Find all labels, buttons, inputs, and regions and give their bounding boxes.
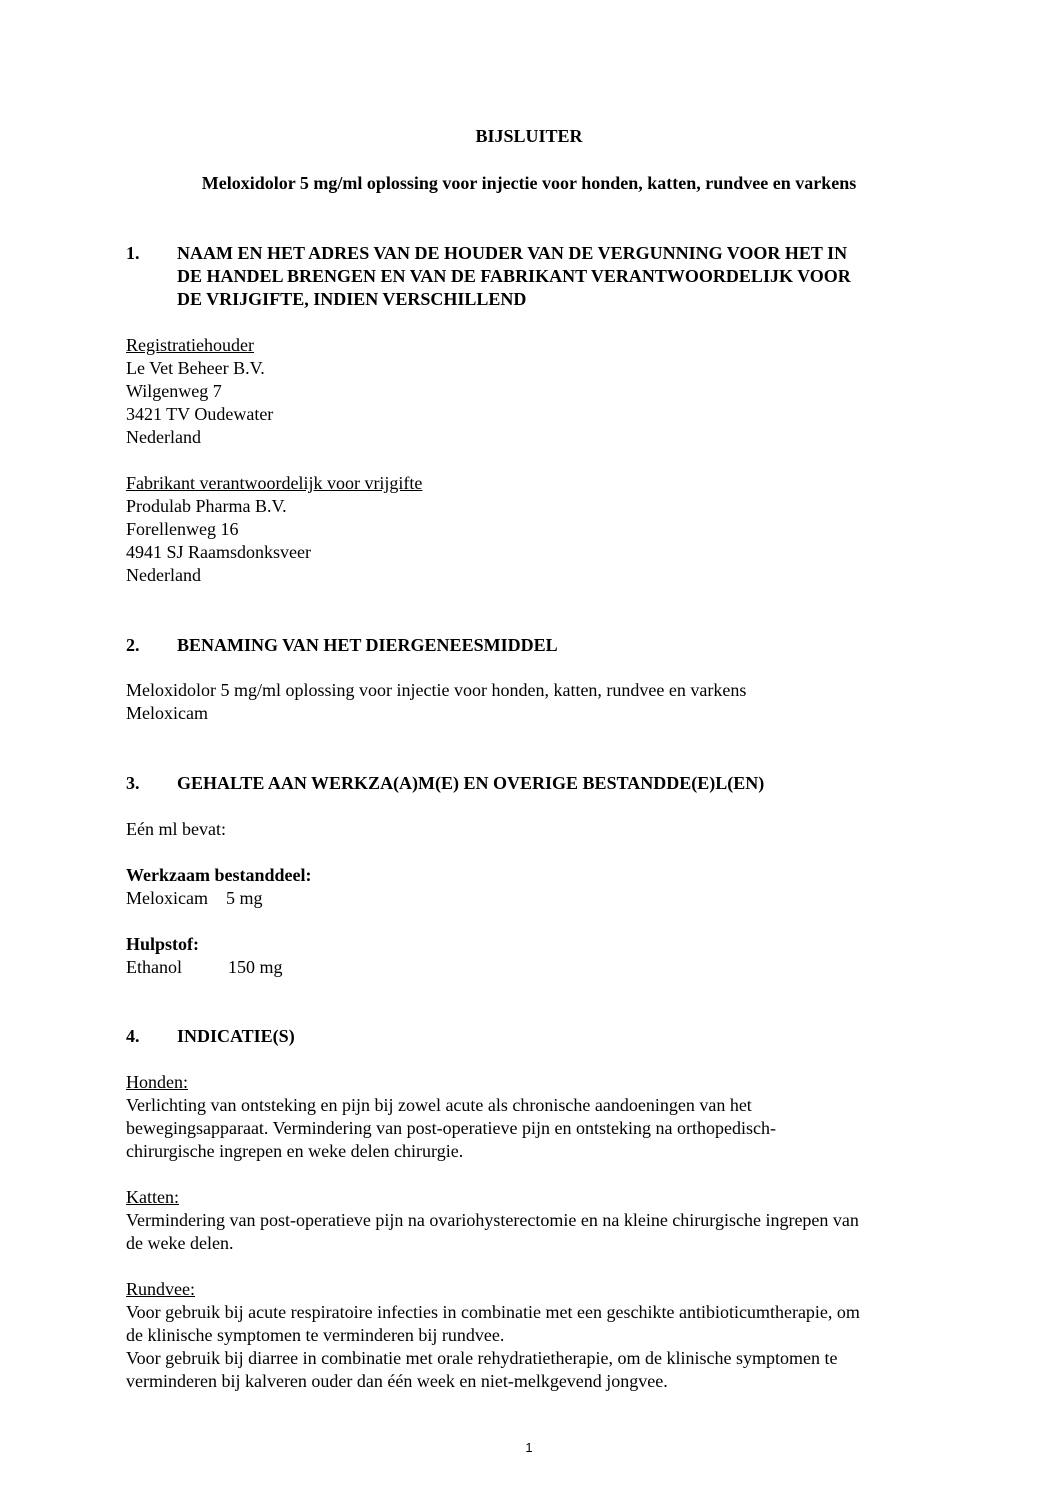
page-number: 1 <box>525 1440 533 1455</box>
cattle-label: Rundvee: <box>126 1279 195 1299</box>
excipient-amount: 150 mg <box>228 957 283 977</box>
dogs-line: chirurgische ingrepen en weke delen chirurgie. <box>126 1141 464 1161</box>
holder-line: 3421 TV Oudewater <box>126 404 274 424</box>
excipient-label: Hulpstof: <box>126 934 200 954</box>
cattle-line: Voor gebruik bij acute respiratoire infecties in combinatie met een geschikte antibioticumtherapie, om <box>126 1302 860 1322</box>
active-substance-label: Werkzaam bestanddeel: <box>126 865 312 885</box>
section-4-number: 4. <box>126 1026 140 1046</box>
section-2-line: Meloxicam <box>126 703 208 723</box>
holder-line: Wilgenweg 7 <box>126 381 222 401</box>
section-1-title-line-3: DE VRIJGIFTE, INDIEN VERSCHILLEND <box>177 289 527 309</box>
cats-line: de weke delen. <box>126 1233 234 1253</box>
section-2-title: BENAMING VAN HET DIERGENEESMIDDEL <box>177 635 558 655</box>
section-1-title-line-2: DE HANDEL BRENGEN EN VAN DE FABRIKANT VERANTWOORDELIJK VOOR <box>177 266 851 286</box>
cattle-line: de klinische symptomen te verminderen bij rundvee. <box>126 1325 505 1345</box>
section-2-line: Meloxidolor 5 mg/ml oplossing voor injectie voor honden, katten, rundvee en varkens <box>126 680 747 700</box>
document-title: BIJSLUITER <box>475 126 583 146</box>
manufacturer-line: Forellenweg 16 <box>126 519 239 539</box>
section-3-intro: Eén ml bevat: <box>126 819 226 839</box>
manufacturer-line: Produlab Pharma B.V. <box>126 496 287 516</box>
section-1-number: 1. <box>126 243 140 263</box>
active-substance-amount: 5 mg <box>226 888 263 908</box>
dogs-line: bewegingsapparaat. Vermindering van post-operatieve pijn en ontsteking na orthopedisch- <box>126 1118 776 1138</box>
section-2-number: 2. <box>126 635 140 655</box>
excipient-name: Ethanol <box>126 957 182 977</box>
cattle-line: verminderen bij kalveren ouder dan één week en niet-melkgevend jongvee. <box>126 1371 668 1391</box>
manufacturer-label: Fabrikant verantwoordelijk voor vrijgifte <box>126 473 423 493</box>
active-substance-name: Meloxicam <box>126 888 208 908</box>
section-4-title: INDICATIE(S) <box>177 1026 295 1046</box>
holder-label: Registratiehouder <box>126 335 254 355</box>
dogs-line: Verlichting van ontsteking en pijn bij zowel acute als chronische aandoeningen van het <box>126 1095 752 1115</box>
section-3-number: 3. <box>126 773 140 793</box>
holder-line: Le Vet Beheer B.V. <box>126 358 265 378</box>
section-1-title-line-1: NAAM EN HET ADRES VAN DE HOUDER VAN DE VERGUNNING VOOR HET IN <box>177 243 848 263</box>
dogs-label: Honden: <box>126 1072 188 1092</box>
section-3-title: GEHALTE AAN WERKZA(A)M(E) EN OVERIGE BESTANDDE(E)L(EN) <box>177 773 765 793</box>
document-subtitle: Meloxidolor 5 mg/ml oplossing voor injectie voor honden, katten, rundvee en varkens <box>201 173 857 193</box>
cats-line: Vermindering van post-operatieve pijn na ovariohysterectomie en na kleine chirurgische ingrepen van <box>126 1210 859 1230</box>
manufacturer-line: Nederland <box>126 565 201 585</box>
holder-line: Nederland <box>126 427 201 447</box>
cats-label: Katten: <box>126 1187 179 1207</box>
manufacturer-line: 4941 SJ Raamsdonksveer <box>126 542 311 562</box>
cattle-line: Voor gebruik bij diarree in combinatie met orale rehydratietherapie, om de klinische symptomen te <box>126 1348 838 1368</box>
